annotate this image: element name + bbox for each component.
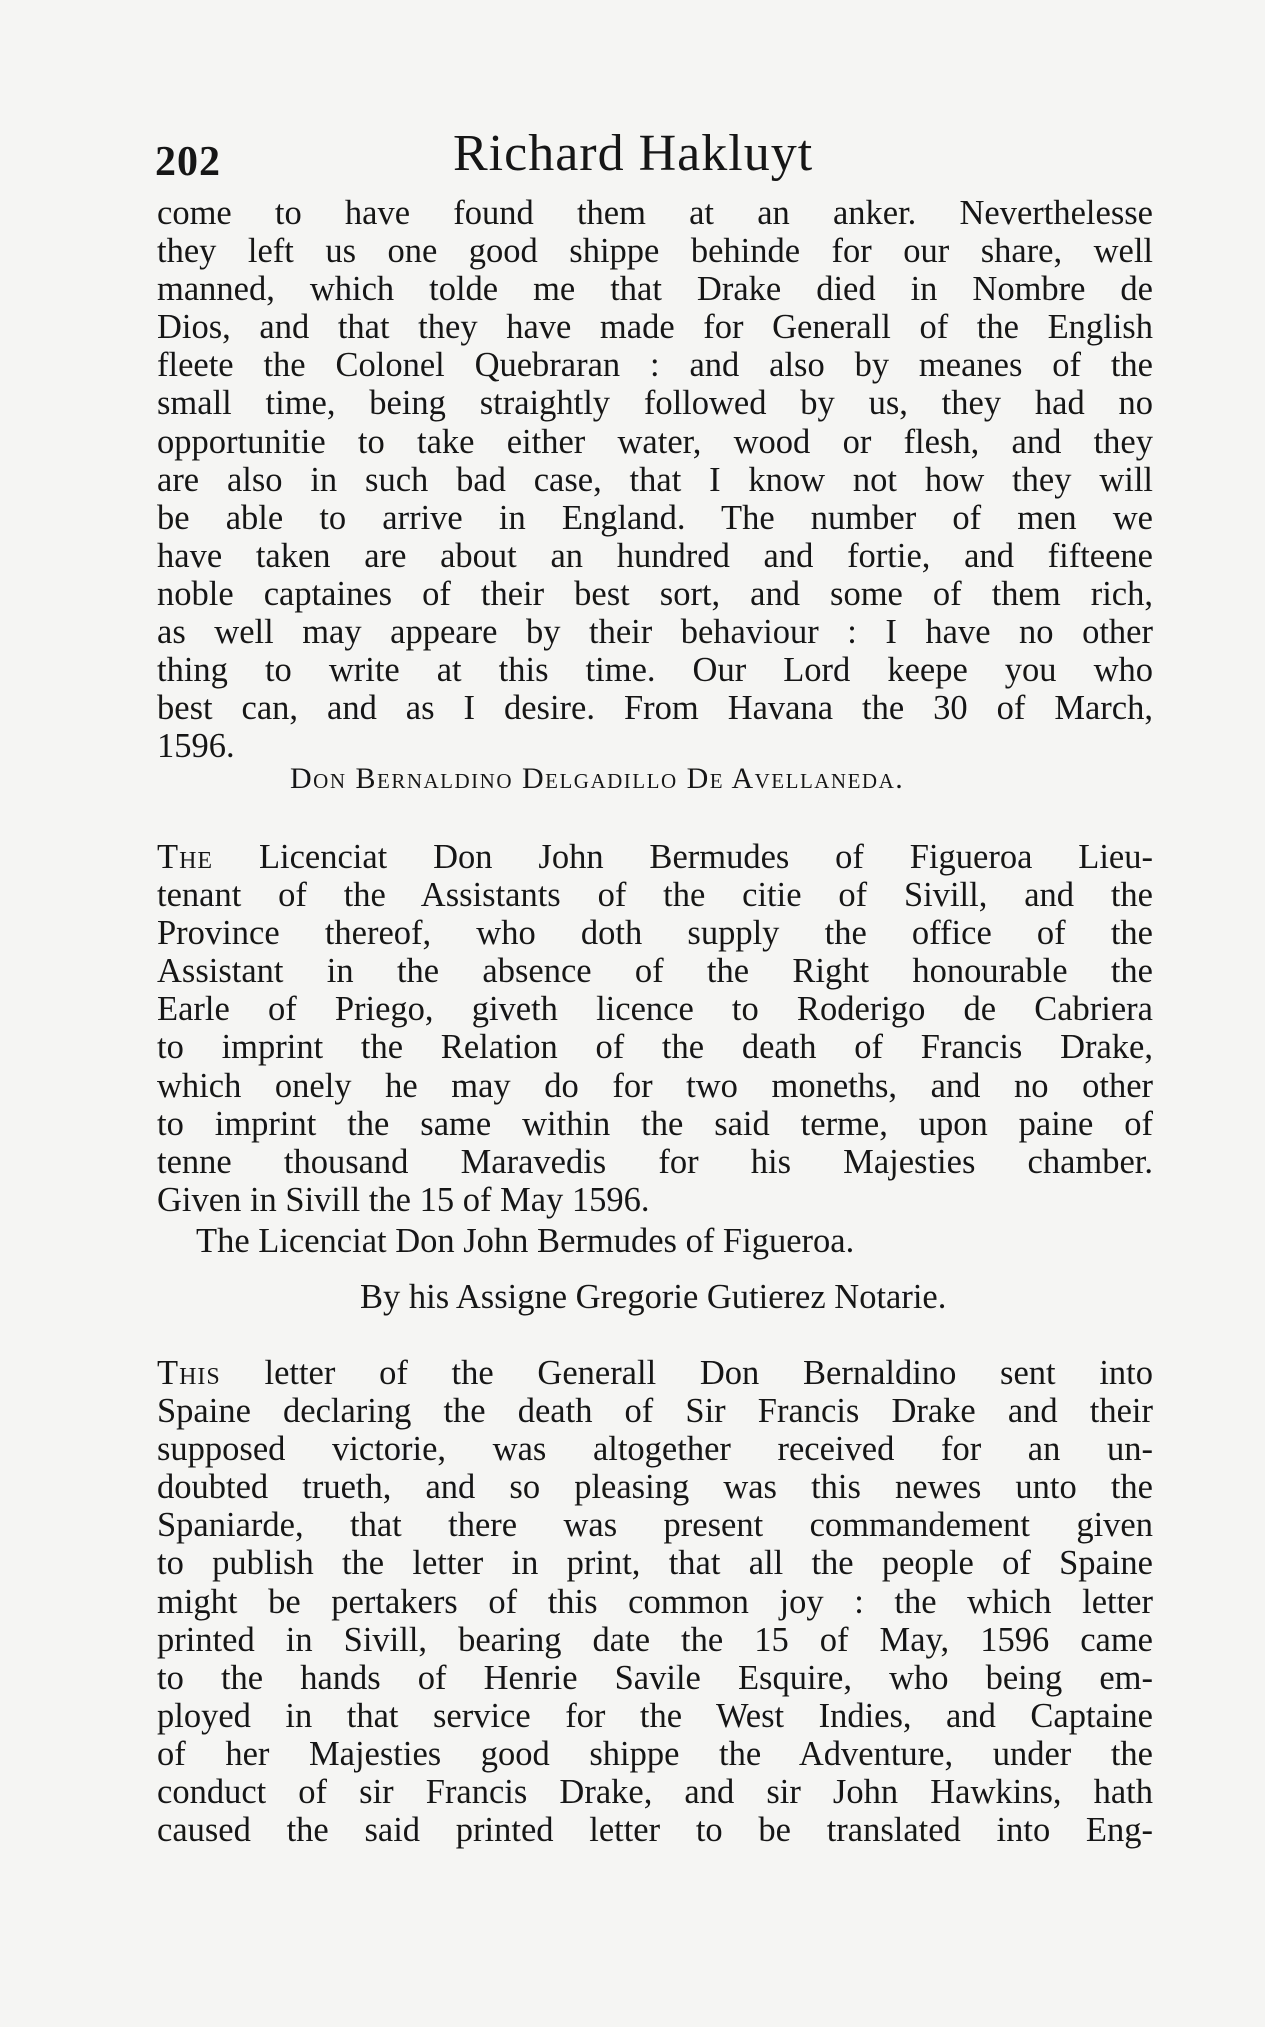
text-line: as well may appeare by their behaviour : I have no other <box>157 613 1153 652</box>
text-line-rest: letter of the Generall Don Bernaldino sent into <box>264 1354 1154 1392</box>
narrative-paragraph <box>157 1354 1153 1849</box>
text-line: to publish the letter in print, that all the people of Spaine <box>157 1544 1153 1583</box>
text-line: opportunitie to take either water, wood or flesh, and they <box>157 422 1153 461</box>
text-line: might be pertakers of this common joy : the which letter <box>157 1582 1153 1621</box>
lead-word: This <box>157 1354 221 1392</box>
text-line: they left us one good shippe behinde for our share, well <box>157 232 1153 271</box>
text-line: Assistant in the absence of the Right honourable the <box>157 952 1153 991</box>
text-line <box>157 1354 1153 1392</box>
letter-paragraph <box>157 194 1153 765</box>
text-line: Earle of Priego, giveth licence to Roderigo de Cabriera <box>157 990 1153 1029</box>
running-title: Richard Hakluyt <box>453 125 814 182</box>
text-line <box>157 838 1153 876</box>
text-line: supposed victorie, was altogether received for an un- <box>157 1430 1153 1469</box>
text-line: of her Majesties good shippe the Adventure, under the <box>157 1734 1153 1773</box>
text-line: Spaine declaring the death of Sir Francis Drake and their <box>157 1392 1153 1431</box>
text-line: best can, and as I desire. From Havana the 30 of March, <box>157 689 1153 728</box>
text-line: manned, which tolde me that Drake died in Nombre de <box>157 270 1153 309</box>
text-line: have taken are about an hundred and fortie, and fifteene <box>157 536 1153 575</box>
text-line: Spaniarde, that there was present commandement given <box>157 1506 1153 1545</box>
text-line: Dios, and that they have made for Generall of the English <box>157 308 1153 347</box>
text-line: caused the said printed letter to be translated into Eng- <box>157 1811 1153 1850</box>
text-line: fleete the Colonel Quebraran : and also by meanes of the <box>157 346 1153 385</box>
page-header <box>155 120 1155 200</box>
text-line: come to have found them at an anker. Neverthelesse <box>157 194 1153 232</box>
text-line-rest: Licenciat Don John Bermudes of Figueroa Lieu- <box>258 838 1153 876</box>
text-line: Given in Sivill the 15 of May 1596. <box>157 1180 650 1219</box>
text-line: to imprint the same within the said terme, upon paine of <box>157 1104 1153 1143</box>
signature: Don Bernaldino Delgadillo De Avellaneda. <box>290 762 905 795</box>
text-line: doubted trueth, and so pleasing was this newes unto the <box>157 1468 1153 1507</box>
licence-credit: The Licenciat Don John Bermudes of Figueroa. <box>196 1222 855 1260</box>
text-line: are also in such bad case, that I know not how they will <box>157 460 1153 499</box>
text-line: tenne thousand Maravedis for his Majesties chamber. <box>157 1142 1153 1181</box>
text-line: noble captaines of their best sort, and some of them rich, <box>157 574 1153 613</box>
text-line: Province thereof, who doth supply the office of the <box>157 914 1153 953</box>
text-line: to imprint the Relation of the death of Francis Drake, <box>157 1028 1153 1067</box>
text-line: ployed in that service for the West Indies, and Captaine <box>157 1696 1153 1735</box>
licence-paragraph <box>157 838 1153 1219</box>
notary-credit: By his Assigne Gregorie Gutierez Notarie. <box>360 1278 947 1316</box>
text-line: thing to write at this time. Our Lord keepe you who <box>157 651 1153 690</box>
text-line: 1596. <box>157 727 235 766</box>
text-line: which onely he may do for two moneths, and no other <box>157 1066 1153 1105</box>
lead-word: The <box>157 838 214 876</box>
text-line: to the hands of Henrie Savile Esquire, who being em- <box>157 1658 1153 1697</box>
page-number: 202 <box>155 139 221 185</box>
text-line: small time, being straightly followed by us, they had no <box>157 384 1153 423</box>
text-line: be able to arrive in England. The number of men we <box>157 498 1153 537</box>
text-line: conduct of sir Francis Drake, and sir John Hawkins, hath <box>157 1773 1153 1812</box>
text-line: tenant of the Assistants of the citie of Sivill, and the <box>157 876 1153 915</box>
text-line: printed in Sivill, bearing date the 15 of May, 1596 came <box>157 1620 1153 1659</box>
